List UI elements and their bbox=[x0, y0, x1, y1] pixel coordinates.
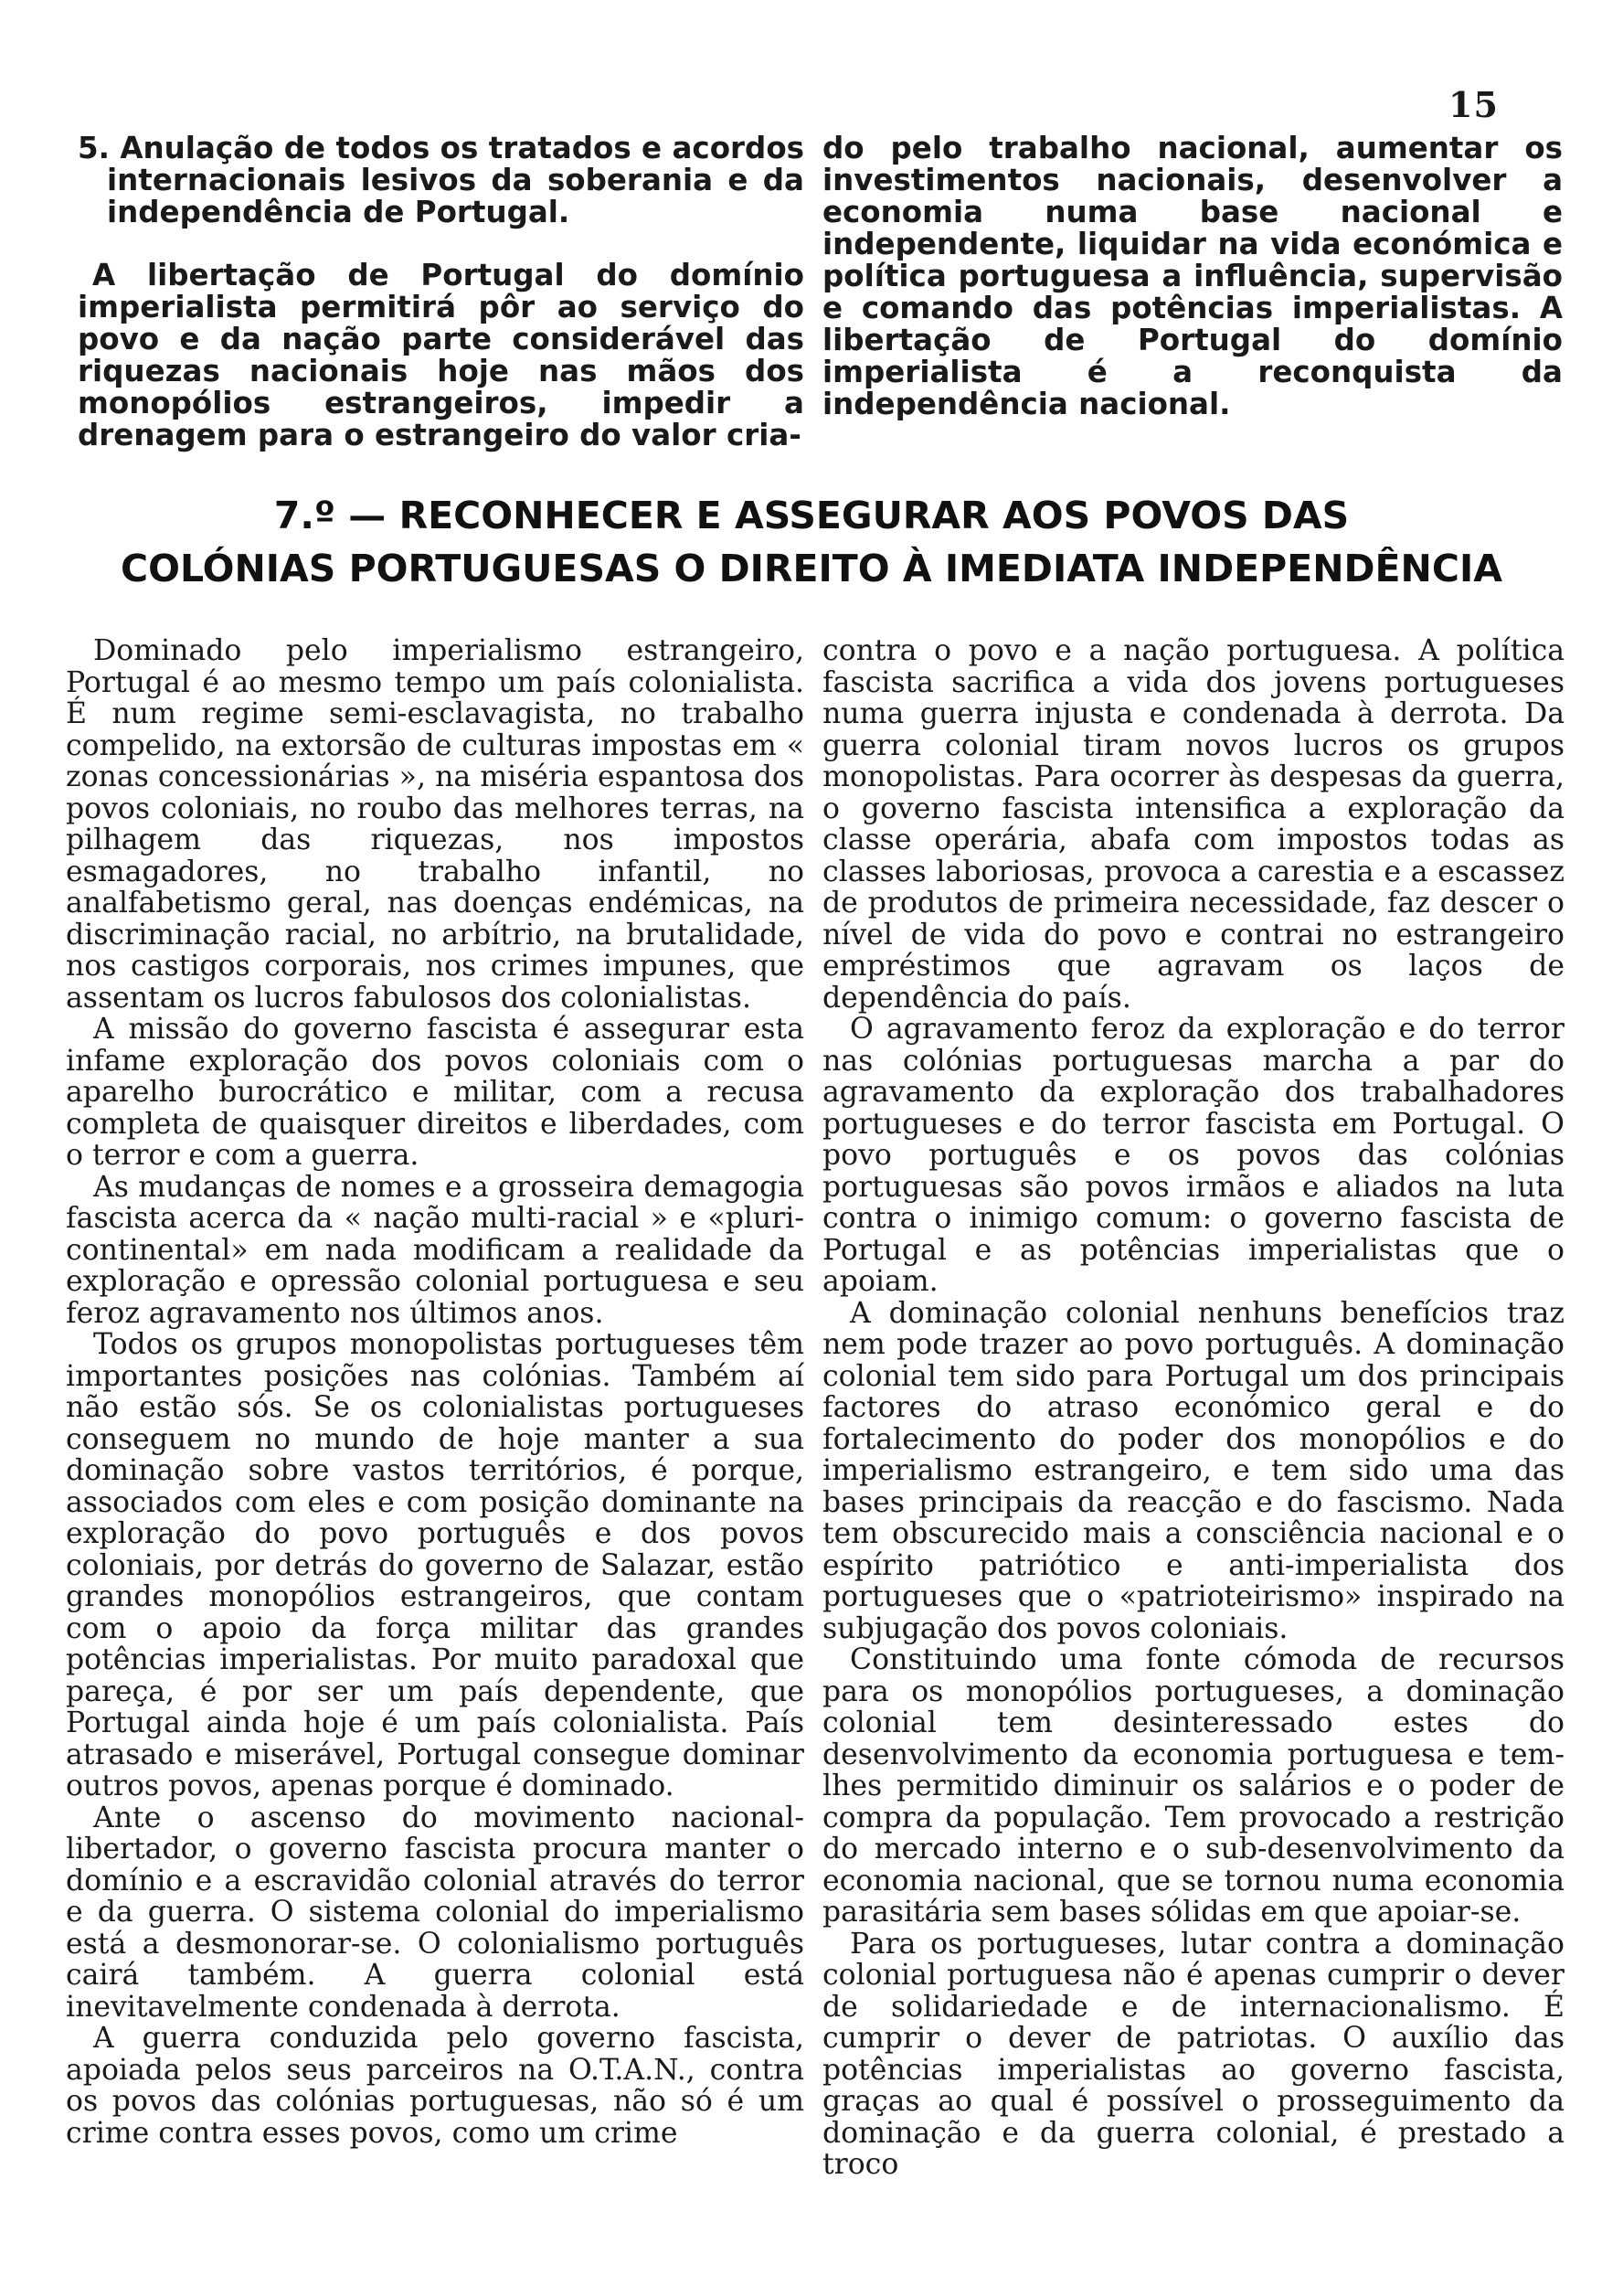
body-paragraph: Ante o ascenso do movimento nacional-libertador, o governo fascista procura manter o domínio e a escravidão colonial através do terror e da guerra. O sistema colonial do imperialismo está a desmonorar-se. O colonialismo português cairá também. A guerra colonial está inevitavelmente condenada à derrota. bbox=[66, 1801, 804, 2024]
top-right-column bbox=[822, 133, 1563, 420]
body-paragraph: Constituindo uma fonte cómoda de recursos para os monopólios portugueses, a dominação colonial tem desinteressado estes do desenvolvimento da economia portuguesa e tem-lhes permitido diminuir os salários e o poder de compra da população. Tem provocado a restrição do mercado interno e o sub-desenvolvimento da economia nacional, que se tornou numa economia parasitária sem bases sólidas em que apoiar-se. bbox=[822, 1643, 1565, 1929]
liberation-paragraph-continuation: do pelo trabalho nacional, aumentar os investimentos nacionais, desenvolver a economia numa base nacional e independente, liquidar na vida económica e política portuguesa a influência, supervisão e comando das potências imperialistas. A libertação de Portugal do domínio imperialista é a reconquista da independência nacional. bbox=[822, 131, 1563, 421]
section-heading-line-2: COLÓNIAS PORTUGUESAS O DIREITO À IMEDIATA INDEPENDÊNCIA bbox=[121, 547, 1502, 590]
section-heading bbox=[91, 489, 1532, 595]
body-paragraph: A missão do governo fascista é assegurar esta infame exploração dos povos coloniais com o aparelho burocrático e militar, com a recusa completa de quaisquer direitos e liberdades, com o terror e com a guerra. bbox=[66, 1013, 804, 1172]
body-paragraph: O agravamento feroz da exploração e do terror nas colónias portuguesas marcha a par do agravamento da exploração dos trabalhadores portugueses e do terror fascista em Portugal. O povo português e os povos das colónias portuguesas são povos irmãos e aliados na luta contra o inimigo comum: o governo fascista de Portugal e as potências imperialistas que o apoiam. bbox=[822, 1013, 1565, 1298]
liberation-paragraph: A libertação de Portugal do domínio imperialista permitirá pôr ao serviço do povo e da nação parte considerável das riquezas nacionais hoje nas mãos dos monopólios estrangeiros, impedir a drenagem para o estrangeiro do valor cria- bbox=[78, 258, 804, 452]
body-paragraph: As mudanças de nomes e a grosseira demagogia fascista acerca da « nação multi-racial » e «pluri-continental» em nada modificam a realidade da exploração e opressão colonial portuguesa e seu feroz agravamento nos últimos anos. bbox=[66, 1170, 804, 1330]
page-number: 15 bbox=[1448, 84, 1499, 125]
body-paragraph: Todos os grupos monopolistas portugueses têm importantes posições nas colónias. Também aí não estão sós. Se os colonialistas portugueses conseguem no mundo de hoje manter a sua dominação sobre vastos territórios, é porque, associados com eles e com posição dominante na exploração do povo português e dos povos coloniais, por detrás do governo de Salazar, estão grandes monopólios estrangeiros, que contam com o apoio da força militar das grandes potências imperialistas. Por muito paradoxal que pareça, é por ser um país dependente, que Portugal ainda hoje é um país colonialista. País atrasado e miserável, Portugal consegue dominar outros povos, apenas porque é dominado. bbox=[66, 1328, 804, 1802]
body-left-column bbox=[66, 635, 804, 2149]
body-paragraph: Para os portugueses, lutar contra a dominação colonial portuguesa não é apenas cumprir o dever de solidariedade e de internacionalismo. É cumprir o dever de patriotas. O auxílio das potências imperialistas ao governo fascista, graças ao qual é possível o prosseguimento da dominação e da guerra colonial, é prestado a troco bbox=[822, 1927, 1565, 2181]
body-paragraph: A dominação colonial nenhuns benefícios traz nem pode trazer ao povo português. A dominação colonial tem sido para Portugal um dos principais factores do atraso económico geral e do fortalecimento do poder dos monopólios e do imperialismo estrangeiro, e tem sido uma das bases principais da reacção e do fascismo. Nada tem obscurecido mais a consciência nacional e o espírito patriótico e anti-imperialista dos portugueses que o «patrioteirismo» inspirado na subjugação dos povos coloniais. bbox=[822, 1296, 1565, 1645]
numbered-item-5: 5. Anulação de todos os tratados e acordos internacionais lesivos da soberania e da independência de Portugal. bbox=[78, 131, 804, 229]
body-paragraph-continuation: contra o povo e a nação portuguesa. A política fascista sacrifica a vida dos jovens portugueses numa guerra injusta e condenada à derrota. Da guerra colonial tiram novos lucros os grupos monopolistas. Para ocorrer às despesas da guerra, o governo fascista intensifica a exploração da classe operária, abafa com impostos todas as classes laboriosas, provoca a carestia e a escassez de produtos de primeira necessidade, faz descer o nível de vida do povo e contrai no estrangeiro empréstimos que agravam os laços de dependência do país. bbox=[822, 634, 1565, 1015]
body-right-column bbox=[822, 635, 1565, 2181]
body-paragraph: A guerra conduzida pelo governo fascista, apoiada pelos seus parceiros na O.T.A.N., contra os povos das colónias portuguesas, não só é um crime contra esses povos, como um crime bbox=[66, 2022, 804, 2150]
top-left-column bbox=[78, 133, 804, 452]
section-heading-line-1: 7.º — RECONHECER E ASSEGURAR AOS POVOS DAS bbox=[273, 494, 1350, 537]
body-paragraph: Dominado pelo imperialismo estrangeiro, Portugal é ao mesmo tempo um país colonialista. É num regime semi-esclavagista, no trabalho compelido, na extorsão de culturas impostas em « zonas concessionárias », na miséria espantosa dos povos coloniais, no roubo das melhores terras, na pilhagem das riquezas, nos impostos esmagadores, no trabalho infantil, no analfabetismo geral, nas doenças endémicas, na discriminação racial, no arbítrio, na brutalidade, nos castigos corporais, nos crimes impunes, que assentam os lucros fabulosos dos colonialistas. bbox=[66, 634, 804, 1015]
